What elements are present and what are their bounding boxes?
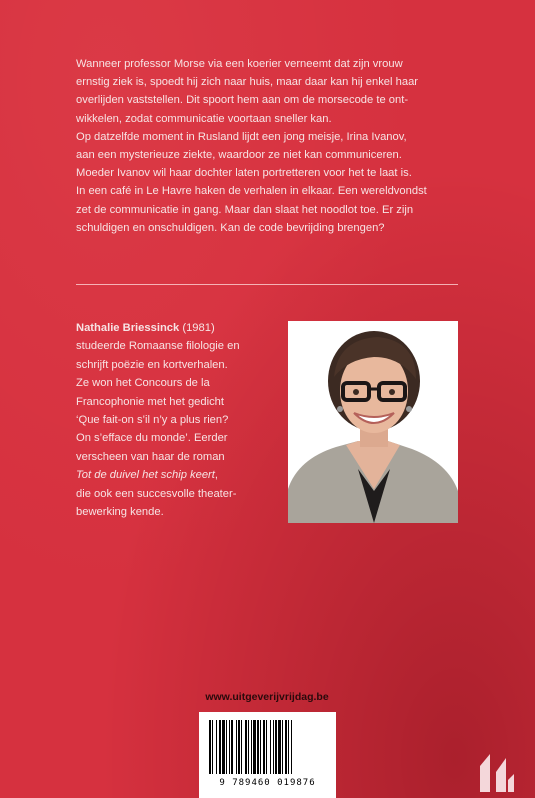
bio-line: studeerde Romaanse filologie en	[76, 340, 240, 353]
blurb-line: overlijden vaststellen. Dit spoort hem aan om de morsecode te ont-	[76, 94, 409, 107]
section-divider	[76, 284, 458, 285]
blurb-line: wikkelen, zodat communicatie voortaan sneller kan.	[76, 112, 332, 125]
author-birth-year: (1981)	[179, 322, 215, 334]
blurb-line: Moeder Ivanov wil haar dochter laten portretteren voor het te laat is.	[76, 167, 412, 180]
bio-line: verscheen van haar de roman	[76, 450, 225, 463]
bio-line: schrijft poëzie en kortverhalen.	[76, 358, 228, 371]
barcode-icon	[199, 712, 336, 778]
bio-line: die ook een succesvolle theater-	[76, 487, 237, 500]
bio-line: bewerking kende.	[76, 506, 164, 519]
bio-line: ‘Que fait-on s’il n’y a plus rien?	[76, 414, 229, 427]
publisher-logo-icon	[476, 752, 516, 794]
bio-line: Ze won het Concours de la	[76, 377, 210, 390]
blurb-line: zet de communicatie in gang. Maar dan slaat het noodlot toe. Er zijn	[76, 203, 414, 216]
bio-first-line	[76, 319, 281, 337]
blurb-line: ernstig ziek is, spoedt hij zich naar huis, maar daar kan hij enkel haar	[76, 76, 419, 89]
bio-line: Francophonie met het gedicht	[76, 395, 225, 408]
author-photo	[288, 321, 458, 523]
blurb-line: Op datzelfde moment in Rusland lijdt een jong meisje, Irina Ivanov,	[76, 130, 407, 143]
author-bio	[76, 319, 281, 521]
barcode	[199, 712, 336, 798]
blurb-line: Wanneer professor Morse via een koerier verneemt dat zijn vrouw	[76, 58, 403, 70]
publisher-url[interactable]: www.uitgeverijvrijdag.be	[205, 691, 329, 703]
bio-line: On s’efface du monde’. Eerder	[76, 432, 228, 445]
book-title: Tot de duivel het schip keert	[76, 469, 215, 482]
blurb-line: aan een mysterieuze ziekte, waardoor ze niet kan communiceren.	[76, 149, 402, 162]
blurb-text	[76, 55, 468, 237]
blurb-line: In een café in Le Havre haken de verhalen in elkaar. Een wereldvondst	[76, 185, 427, 198]
blurb-line: schuldigen en onschuldigen. Kan de code bevrijding brengen?	[76, 221, 385, 234]
author-name: Nathalie Briessinck	[76, 322, 180, 334]
bio-title-line	[76, 466, 281, 484]
isbn-number: 9 789460 019876	[219, 778, 316, 788]
book-title-suffix: ,	[214, 469, 219, 482]
